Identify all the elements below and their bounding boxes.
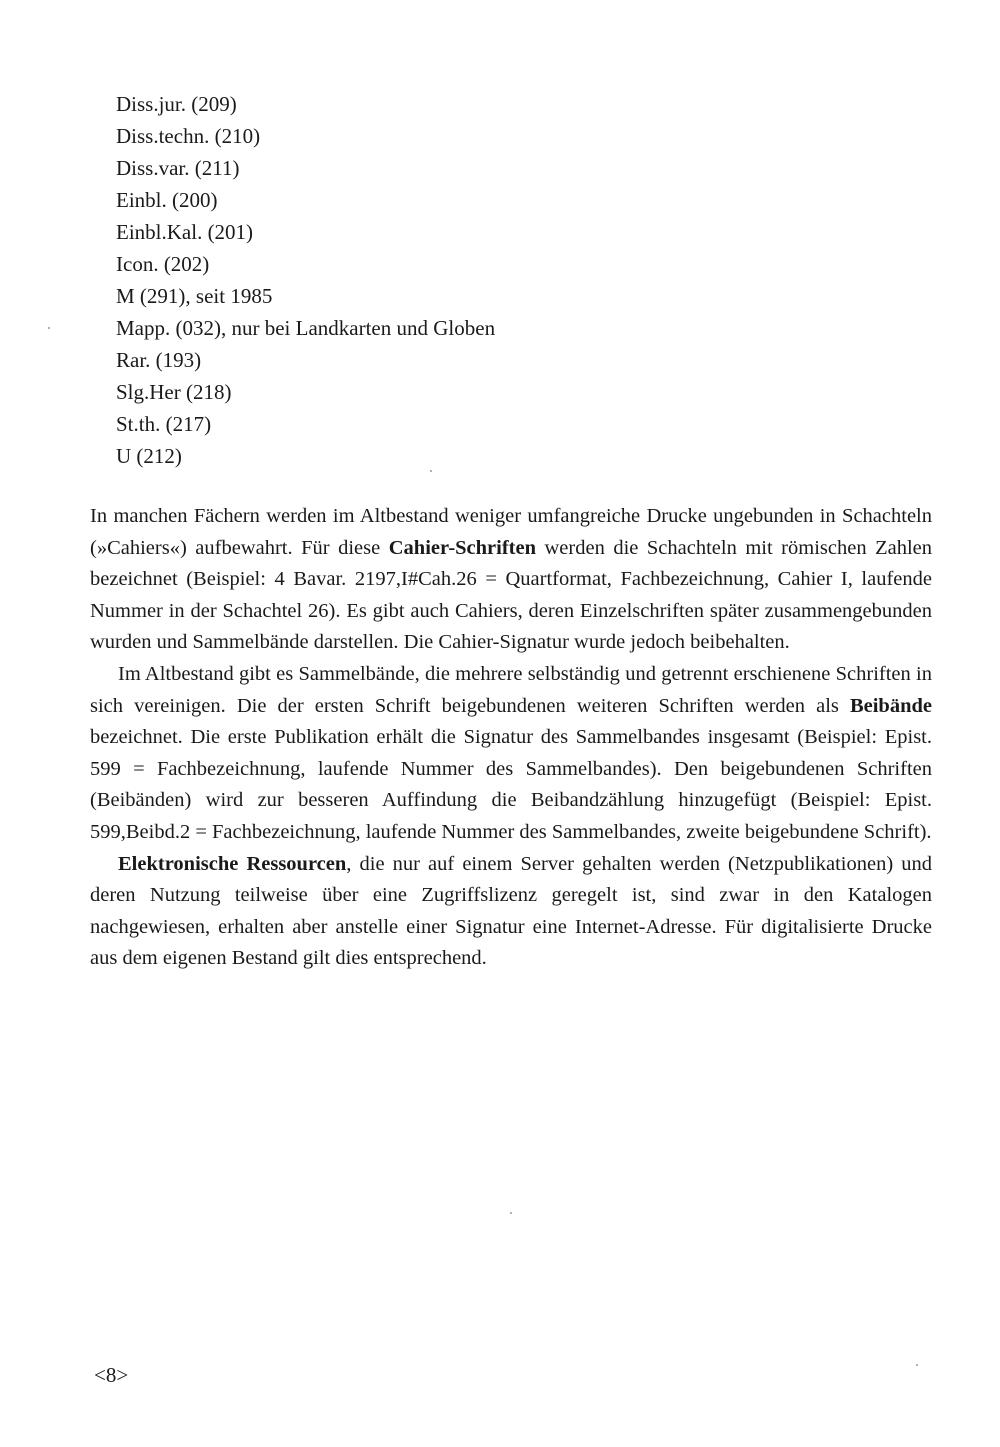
bold-term-cahier-schriften: Cahier-Schriften [388, 536, 536, 559]
paragraph-text: bezeichnet. Die erste Publikation erhält die Signatur des Sammelbandes insgesamt (Beispiel: Epist. 599 = Fachbezeichnung, laufende Nummer des Sammelbandes). Den beigebundenen Schriften (Beibänden) wird zur besseren Auffindung die Beibandzählung hinzugefügt (Beispiel: Epist. 599,Beibd.2 = Fachbezeichnung, laufende Nummer des Sammelbandes, zweite beigebundene Schrift). [90, 726, 932, 843]
page-number: <8> [94, 1363, 129, 1387]
scan-speck [510, 1212, 512, 1214]
paragraph-beibaende [90, 659, 932, 849]
paragraph-text: Im Altbestand gibt es Sammelbände, die mehrere selbständig und getrennt erschienene Schriften in sich vereinigen. Die der ersten Schrift beigebundenen weiteren Schriften werden als [90, 662, 932, 717]
scan-speck [916, 1364, 918, 1366]
body-text [90, 501, 932, 975]
signature-item: Diss.var. (211) [116, 156, 240, 180]
signature-item: Einbl.Kal. (201) [116, 220, 254, 244]
signature-item: Diss.techn. (210) [116, 124, 261, 148]
paragraph-text: In manchen Fächern werden im Altbestand weniger umfangreiche Drucke ungebunden in Schachteln (»Cahiers«) aufbewahrt. Für diese [90, 505, 932, 559]
signature-item: U (212) [116, 444, 182, 468]
signature-item: Mapp. (032), nur bei Landkarten und Globen [116, 316, 496, 340]
signature-list [116, 88, 495, 472]
signature-item: St.th. (217) [116, 412, 212, 436]
signature-item: Icon. (202) [116, 252, 210, 276]
signature-item: Slg.Her (218) [116, 380, 232, 404]
bold-term-beibaende: Beibände [849, 694, 932, 717]
scan-speck [48, 327, 50, 329]
bold-term-elektronische-ressourcen: Elektronische Ressourcen [118, 852, 347, 875]
paragraph-elektronische-ressourcen [90, 849, 932, 975]
scan-speck [430, 470, 432, 472]
signature-item: M (291), seit 1985 [116, 284, 273, 308]
signature-item: Rar. (193) [116, 348, 202, 372]
signature-item: Diss.jur. (209) [116, 92, 237, 116]
signature-item: Einbl. (200) [116, 188, 218, 212]
paragraph-cahier [90, 501, 932, 659]
paragraph-text: werden die Schachteln mit römischen Zahlen bezeichnet (Beispiel: 4 Bavar. 2197,I#Cah.26 = Quartformat, Fachbezeichnung, Cahier I, laufende Nummer in der Schachtel 26). Es gibt auch Cahiers, deren Einzelschriften später zusammengebunden wurden und Sammelbände darstellen. Die Cahier-Signatur wurde jedoch beibehalten. [90, 536, 932, 654]
paragraph-text: , die nur auf einem Server gehalten werden (Netzpublikationen) und deren Nutzung teilweise über eine Zugriffslizenz geregelt ist, sind zwar in den Katalogen nachgewiesen, erhalten aber anstelle einer Signatur eine Internet-Adresse. Für digitalisierte Drucke aus dem eigenen Bestand gilt dies entsprechend. [90, 852, 932, 970]
